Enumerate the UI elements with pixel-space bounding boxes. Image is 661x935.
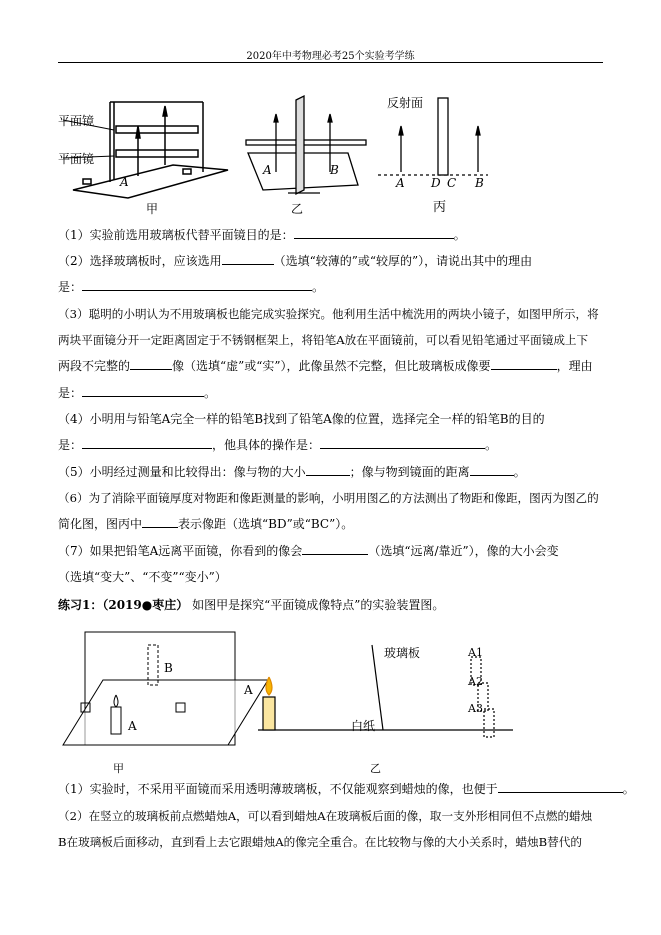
- question-3d: 是： 。: [58, 386, 217, 400]
- question-2a: （2）选择玻璃板时，应该选用 （选填“较薄的”或“较厚的”），请说出其中的理由: [58, 254, 533, 268]
- figure-2: [58, 625, 528, 760]
- question-2b: 是： 。: [58, 280, 325, 294]
- label-mirror-top: 平面镜: [58, 114, 95, 128]
- answer-blank[interactable]: [130, 358, 172, 370]
- question-6b: 简化图，图丙中 表示像距（选填“BD”或“BC”）。: [58, 517, 354, 531]
- label-A-jia: A: [120, 175, 129, 189]
- label-A-yi: A: [263, 163, 272, 177]
- answer-blank[interactable]: [302, 543, 368, 555]
- fig2-label-A3: A3: [468, 702, 483, 715]
- caption-jia: 甲: [146, 202, 159, 216]
- fig2-label-A-left: A: [128, 719, 137, 733]
- question-5: （5）小明经过测量和比较得出：像与物的大小 ；像与物到镜面的距离 。: [58, 465, 526, 479]
- practice-title: 练习1：（2019●枣庄）: [58, 598, 189, 612]
- label-B-bing: B: [475, 176, 484, 190]
- question-6a: （6）为了消除平面镜厚度对物距和像距测量的影响，小明用图乙的方法测出了物距和像距，图丙为图乙的: [58, 491, 599, 505]
- label-C-bing: C: [447, 176, 457, 190]
- figure-1: [58, 90, 498, 220]
- question-3b: 两块平面镜分开一定距离固定于不锈钢框架上，将铅笔A放在平面镜前，可以看见铅笔通过平面镜成上下: [58, 333, 589, 347]
- fig2-label-glass: 玻璃板: [384, 646, 421, 660]
- practice-desc: 如图甲是探究“平面镜成像特点”的实验装置图。: [192, 598, 445, 612]
- question-7b: （选填“变大”、“不变”“变小”）: [58, 570, 227, 584]
- answer-blank[interactable]: [470, 464, 514, 476]
- question-4b: 是： ，他具体的操作是： 。: [58, 438, 498, 452]
- question-3a: （3）聪明的小明认为不用玻璃板也能完成实验探究。他利用生活中梳洗用的两块小镜子，如图甲所示，将: [58, 307, 599, 321]
- caption-bing: 丙: [433, 200, 447, 215]
- fig2-caption-jia: 甲: [113, 762, 124, 775]
- question-7a: （7）如果把铅笔A远离平面镜，你看到的像会 （选填“远离/靠近”），像的大小会变: [58, 544, 559, 558]
- practice-header: [58, 597, 603, 613]
- label-A-bing: A: [396, 176, 405, 190]
- question-1: （1）实验前选用玻璃板代替平面镜目的是： 。: [58, 228, 466, 242]
- answer-blank[interactable]: [82, 437, 212, 449]
- fig2-label-A2: A2: [468, 675, 483, 688]
- answer-blank[interactable]: [294, 227, 454, 239]
- answer-blank[interactable]: [82, 385, 204, 397]
- figure-1-yi: [246, 96, 366, 194]
- answer-blank[interactable]: [142, 516, 178, 528]
- page-header: 2020年中考物理必考25个实验考学练: [246, 51, 415, 62]
- practice-q1: （1）实验时，不采用平面镜而采用透明薄玻璃板，不仅能观察到蜡烛的像，也便于 。: [58, 782, 635, 796]
- fig2-label-A1: A1: [468, 646, 483, 659]
- fig2-label-B: B: [164, 661, 173, 675]
- answer-blank[interactable]: [320, 437, 485, 449]
- label-B-yi: B: [330, 163, 339, 177]
- caption-yi: 乙: [291, 202, 304, 216]
- practice-q2a: （2）在竖立的玻璃板前点燃蜡烛A，可以看到蜡烛A在玻璃板后面的像，取一支外形相同但不点燃的蜡烛: [58, 809, 593, 823]
- answer-blank[interactable]: [82, 279, 312, 291]
- question-3c: 两段不完整的 像（选填“虚”或“实”），此像虽然不完整，但比玻璃板成像要 ，理由: [58, 359, 593, 373]
- label-D-bing: D: [431, 176, 441, 190]
- answer-blank[interactable]: [306, 464, 350, 476]
- answer-blank[interactable]: [498, 781, 623, 793]
- header-rule: [58, 62, 603, 63]
- figure-2-jia: [63, 632, 268, 745]
- fig2-label-A-candle: A: [244, 683, 253, 697]
- practice-q2b: B在玻璃板后面移动，直到看上去它跟蜡烛A的像完全重合。在比较物与像的大小关系时，蜡烛B替代的: [58, 835, 582, 849]
- label-mirror-bottom: 平面镜: [58, 152, 95, 166]
- fig2-caption-yi: 乙: [370, 762, 381, 775]
- fig2-label-paper: 白纸: [351, 719, 376, 733]
- answer-blank[interactable]: [491, 358, 557, 370]
- label-reflect: 反射面: [387, 96, 424, 110]
- question-4a: （4）小明用与铅笔A完全一样的铅笔B找到了铅笔A像的位置，选择完全一样的铅笔B的目的: [58, 412, 545, 426]
- answer-blank[interactable]: [222, 253, 274, 265]
